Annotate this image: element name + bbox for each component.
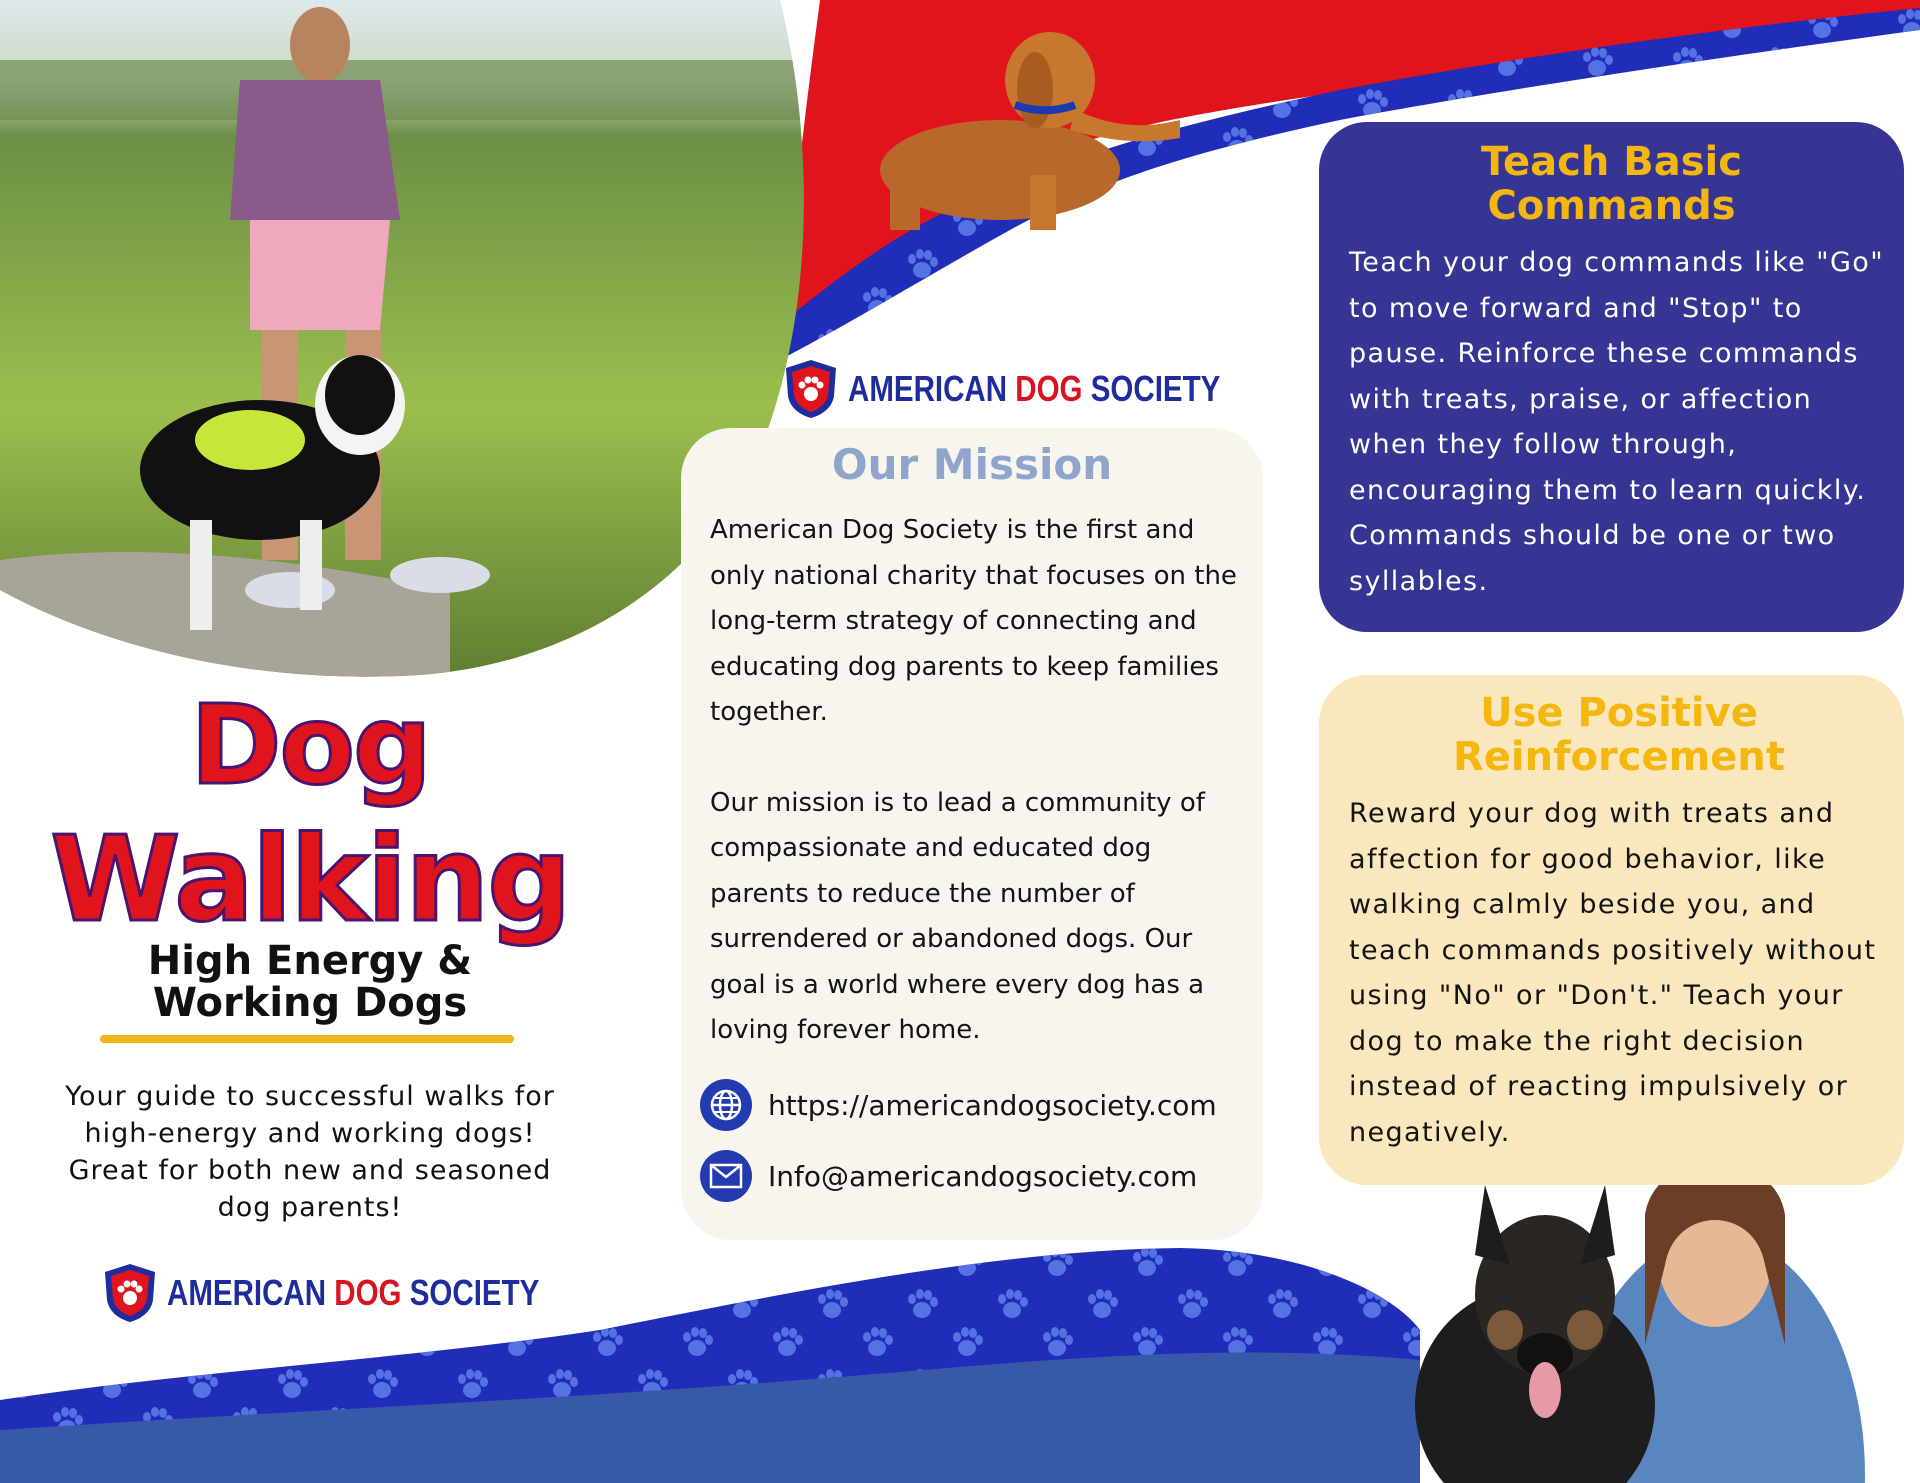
guide-text: Your guide to successful walks for high-energy and working dogs! Great for both new and seasoned dog parents!	[65, 1081, 555, 1223]
mission-paragraph-1: American Dog Society is the first and only national charity that focuses on the long-term strategy of connecting and educating dog parents to keep families together.	[710, 515, 1237, 727]
globe-icon	[700, 1079, 752, 1131]
subtitle	[100, 940, 520, 1024]
commands-text: Teach your dog commands like "Go" to move forward and "Stop" to pause. Reinforce these commands with treats, praise, or affection when they follow through, encouraging them to learn quickly. Commands should be one or two syllables.	[1349, 247, 1885, 597]
reinforcement-title-line-2: Reinforcement	[1453, 734, 1785, 780]
title-walking: Walking	[50, 810, 570, 948]
woman-with-shepherd-image	[1385, 1145, 1865, 1483]
brand-name: AMERICAN DOG SOCIETY	[848, 368, 1221, 409]
title-dog: Dog	[190, 681, 430, 809]
brand-logo-bottom	[103, 1262, 621, 1324]
brand-name: AMERICAN DOG SOCIETY	[167, 1272, 540, 1313]
email-link[interactable]: Info@americandogsociety.com	[768, 1159, 1198, 1193]
mission-paragraph-2: Our mission is to lead a community of compassionate and educated dog parents to reduce the number of surrendered or abandoned dogs. Our goal is a world where every dog has a loving forever home.	[710, 787, 1205, 1045]
website-link[interactable]: https://americandogsociety.com	[768, 1088, 1217, 1122]
brand-logo-top	[784, 358, 1302, 420]
reinforcement-card	[1319, 675, 1904, 1185]
commands-title-line-1: Teach Basic	[1481, 139, 1742, 185]
mission-title: Our Mission	[831, 440, 1113, 489]
subtitle-line-1: High Energy &	[147, 938, 473, 984]
envelope-icon	[700, 1150, 752, 1202]
subtitle-line-2: Working Dogs	[152, 980, 468, 1026]
reinforcement-text: Reward your dog with treats and affection for good behavior, like walking calmly beside you, and teach commands positively without using "No" or "Don't." Teach your dog to make the right decision instead of reacting impulsively or negatively.	[1349, 798, 1877, 1148]
commands-title	[1319, 140, 1904, 228]
shield-paw-icon	[103, 1262, 157, 1324]
reinforcement-title-line-1: Use Positive	[1480, 690, 1758, 736]
commands-card	[1319, 122, 1904, 632]
reinforcement-title	[1319, 691, 1919, 779]
subtitle-underline	[100, 1035, 514, 1043]
website-row[interactable]	[700, 1079, 1217, 1131]
commands-title-line-2: Commands	[1487, 183, 1736, 229]
mission-text	[710, 508, 1250, 1054]
golden-retriever-image	[850, 20, 1190, 235]
email-row[interactable]	[700, 1150, 1197, 1202]
shield-paw-icon	[784, 358, 838, 420]
